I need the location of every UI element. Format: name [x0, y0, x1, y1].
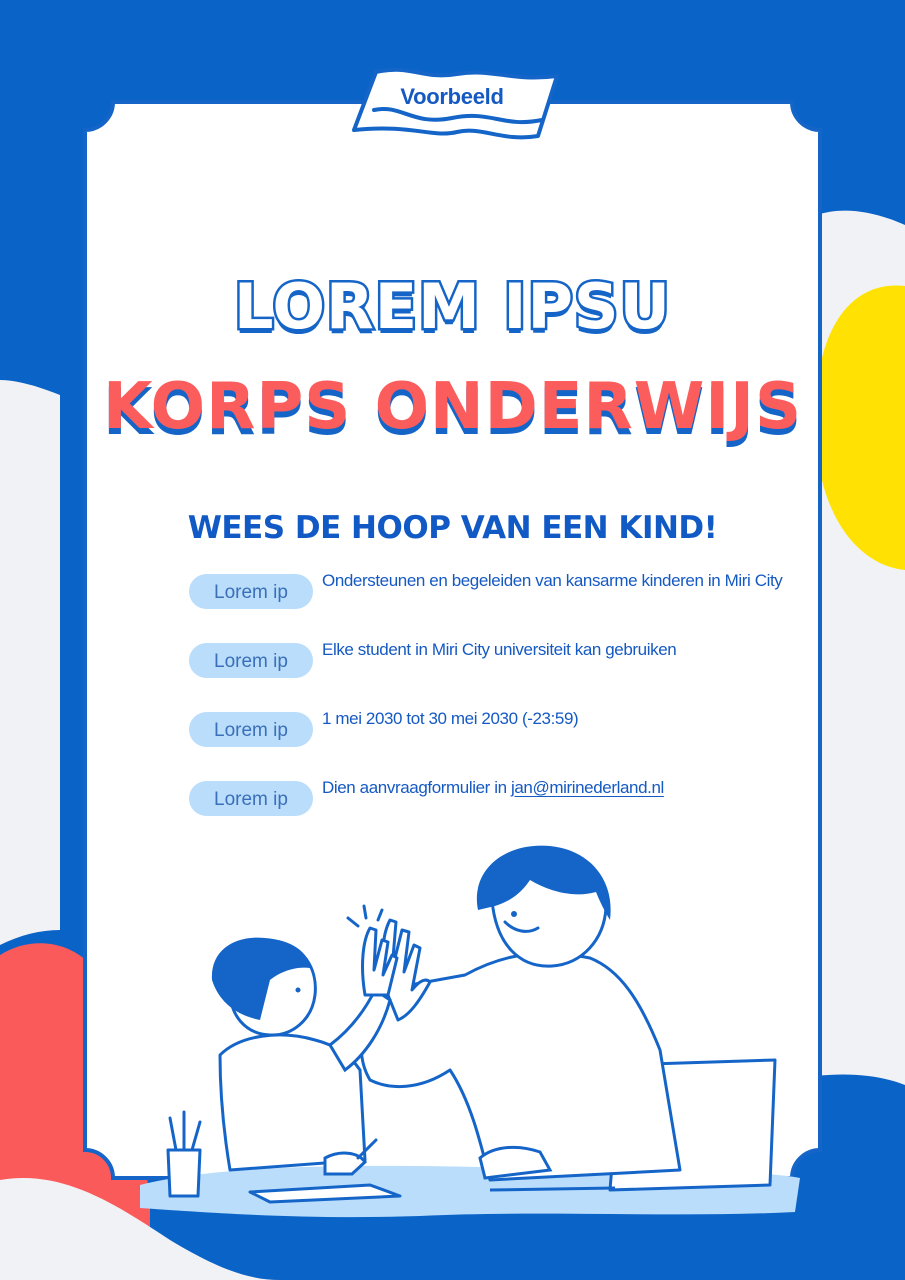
- row-tag: Lorem ip: [189, 643, 313, 678]
- subtitle: WEES DE HOOP VAN EEN KIND!: [187, 510, 718, 546]
- high-five-illustration: [120, 840, 800, 1220]
- row-tag: Lorem ip: [189, 781, 313, 816]
- row-tag: Lorem ip: [189, 712, 313, 747]
- row-text: 1 mei 2030 tot 30 mei 2030 (-23:59): [322, 709, 579, 728]
- badge-label: Voorbeeld: [400, 84, 504, 109]
- heading-line-1: LOREM IPSU: [234, 270, 671, 343]
- row-text: Elke student in Miri City universiteit kan gebruiken: [322, 640, 677, 659]
- row-tag: Lorem ip: [189, 574, 313, 609]
- row-text-prefix: Dien aanvraagformulier in: [322, 778, 511, 797]
- row-text: [322, 778, 664, 798]
- row-text: Ondersteunen en begeleiden van kansarme kinderen in Miri City: [322, 571, 783, 590]
- heading-line-2: KORPS ONDERWIJS: [102, 370, 803, 444]
- email-link[interactable]: jan@mirinederland.nl: [510, 778, 664, 797]
